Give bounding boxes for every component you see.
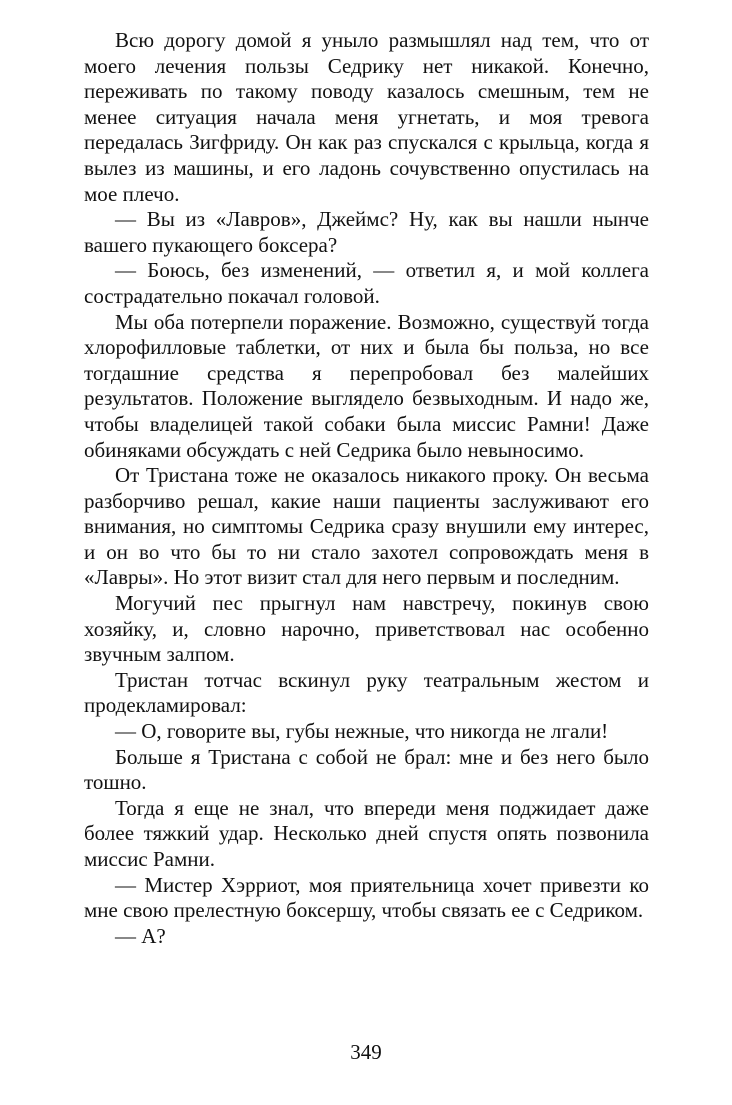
paragraph: — А? <box>115 923 166 948</box>
paragraph: Мы оба потерпели поражение. Возможно, существуй тогда хлорофилловые таблетки, от них и была бы польза, но все тогдашние средства я перепробовал без малейших результатов. Положение выглядело безвыходным. И надо же, чтобы владелицей такой собаки была миссис Рамни! Даже обиняками обсуждать с ней Седрика было невыносимо. <box>84 309 649 462</box>
paragraph: От Тристана тоже не оказалось никакого проку. Он весьма разборчиво решал, какие наши пациенты заслуживают его внимания, но симптомы Седрика сразу внушили ему интерес, и он во что бы то ни стало захотел сопровождать меня в «Лавры». Но этот визит стал для него первым и последним. <box>84 463 649 590</box>
paragraph: — Вы из «Лавров», Джеймс? Ну, как вы нашли нынче вашего пукающего боксера? <box>84 207 649 257</box>
page-number: 349 <box>350 1040 382 1064</box>
paragraph: — О, говорите вы, губы нежные, что никогда не лгали! <box>115 719 609 744</box>
paragraph: Тогда я еще не знал, что впереди меня поджидает даже более тяжкий удар. Несколько дней спустя опять позвонила миссис Рамни. <box>84 795 649 871</box>
paragraph: Могучий пес прыгнул нам навстречу, покинув свою хозяйку, и, словно нарочно, приветствовал нас особенно звучным залпом. <box>84 591 649 667</box>
book-page-text <box>84 28 649 949</box>
paragraph: Тристан тотчас вскинул руку театральным жестом и продекламировал: <box>84 667 649 718</box>
paragraph: Больше я Тристана с собой не брал: мне и без него было тошно. <box>84 744 649 795</box>
paragraph: Всю дорогу домой я уныло размышлял над тем, что от моего лечения пользы Седрику нет никакой. Конечно, переживать по такому поводу казалось смешным, тем не менее ситуация начала меня угнетать, и моя тревога передалась Зигфриду. Он как раз спускался с крыльца, когда я вылез из машины, и его ладонь сочувственно опустилась на мое плечо. <box>84 28 649 206</box>
paragraph: — Боюсь, без изменений, — ответил я, и мой коллега сострадательно покачал головой. <box>84 258 649 308</box>
paragraph: — Мистер Хэрриот, моя приятельница хочет привезти ко мне свою прелестную боксершу, чтобы связать ее с Седриком. <box>84 872 649 923</box>
